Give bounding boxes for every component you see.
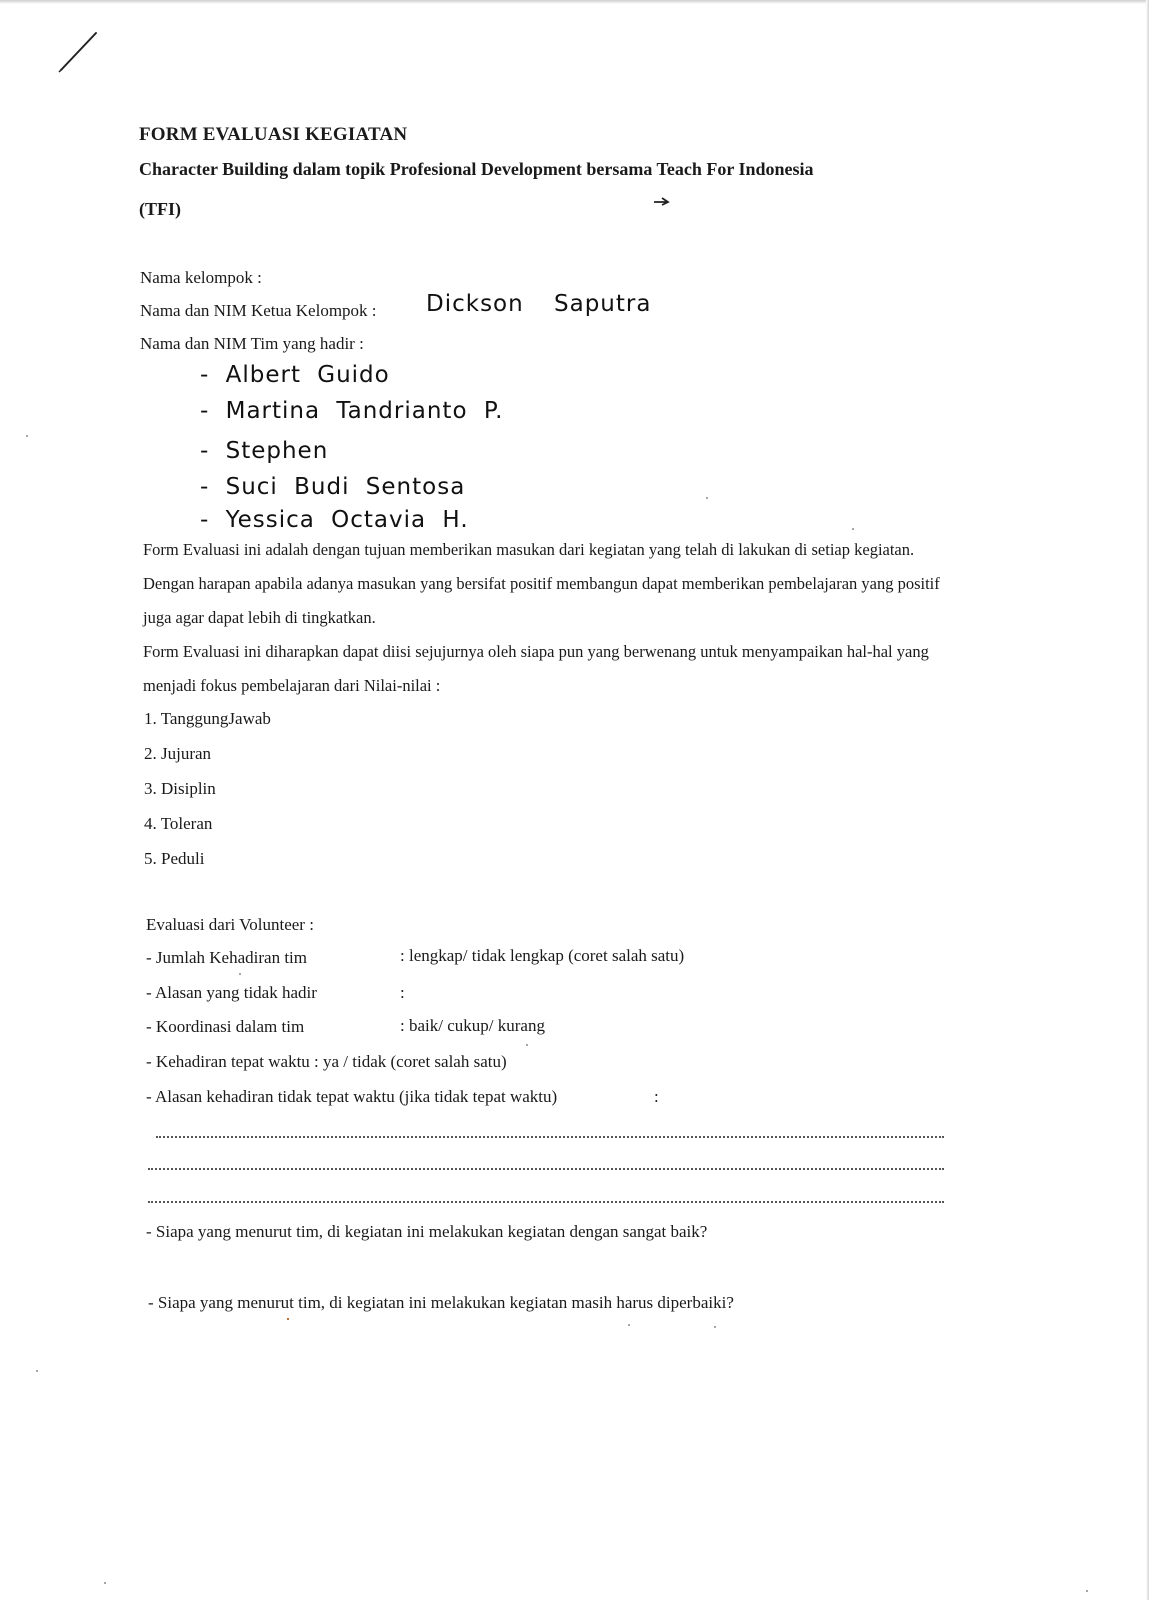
late-reason-colon: : xyxy=(654,1087,659,1106)
answer-dotted-line xyxy=(148,1201,944,1203)
scan-speck xyxy=(526,1044,528,1046)
scan-speck xyxy=(287,1318,289,1320)
coordination-options: : baik/ cukup/ kurang xyxy=(400,1016,545,1035)
evaluation-heading: Evaluasi dari Volunteer : xyxy=(146,915,314,934)
scan-speck xyxy=(628,1324,630,1326)
needs-improvement-question: - Siapa yang menurut tim, di kegiatan ini melakukan kegiatan masih harus diperbaiki? xyxy=(148,1293,734,1312)
scan-speck xyxy=(26,435,28,437)
value-list-item: 1. TanggungJawab xyxy=(144,709,271,728)
arrow-mark-icon xyxy=(652,196,672,208)
value-list-item: 4. Toleran xyxy=(144,814,213,833)
scan-speck xyxy=(852,528,854,530)
scan-speck xyxy=(1086,1590,1088,1592)
coordination-label: - Koordinasi dalam tim xyxy=(146,1017,305,1036)
scan-edge-top xyxy=(0,0,1149,4)
attendance-label: - Jumlah Kehadiran tim xyxy=(146,948,307,967)
intro-paragraph-1: Form Evaluasi ini adalah dengan tujuan memberikan masukan dari kegiatan yang telah di lakukan di setiap kegiatan. Dengan harapan apabila adanya masukan yang bersifat positif membangun dapat memberikan pembelajaran yang positif juga agar dapat lebih di tingkatkan. xyxy=(143,540,940,627)
absence-reason-label: - Alasan yang tidak hadir xyxy=(146,983,317,1002)
value-list-item: 5. Peduli xyxy=(144,849,205,868)
answer-dotted-line xyxy=(148,1168,944,1170)
team-label: Nama dan NIM Tim yang hadir : xyxy=(140,334,364,353)
answer-dotted-line xyxy=(156,1136,944,1138)
scan-speck xyxy=(104,1582,106,1584)
value-list-item: 2. Jujuran xyxy=(144,744,212,763)
attendance-options: : lengkap/ tidak lengkap (coret salah satu) xyxy=(400,946,685,965)
scan-speck xyxy=(36,1370,38,1372)
form-title: FORM EVALUASI KEGIATAN xyxy=(139,124,408,145)
punctuality-question: - Kehadiran tepat waktu : ya / tidak (coret salah satu) xyxy=(146,1052,507,1071)
member-item: - Albert Guido xyxy=(200,362,390,388)
form-subtitle-line1: Character Building dalam topik Profesional Development bersama Teach For Indonesia xyxy=(139,159,814,179)
scan-speck xyxy=(706,497,708,499)
scan-speck xyxy=(239,973,241,975)
absence-reason-colon: : xyxy=(400,983,405,1002)
pen-slash-mark xyxy=(56,30,100,76)
intro-paragraph-2: Form Evaluasi ini diharapkan dapat diisi sejujurnya oleh siapa pun yang berwenang untuk menyampaikan hal-hal yang menjadi fokus pembelajaran dari Nilai-nilai : xyxy=(143,642,929,695)
value-list-item: 3. Disiplin xyxy=(144,779,216,798)
member-item: - Martina Tandrianto P. xyxy=(200,398,504,424)
form-subtitle-line2: (TFI) xyxy=(139,199,181,219)
late-reason-label: - Alasan kehadiran tidak tepat waktu (jika tidak tepat waktu) xyxy=(146,1087,558,1106)
group-name-label: Nama kelompok : xyxy=(140,268,262,287)
scan-speck xyxy=(714,1326,716,1328)
best-performer-question: - Siapa yang menurut tim, di kegiatan ini melakukan kegiatan dengan sangat baik? xyxy=(146,1222,708,1241)
leader-label: Nama dan NIM Ketua Kelompok : xyxy=(140,301,377,320)
leader-value-handwritten: Dickson Saputra xyxy=(426,291,652,317)
member-item: - Suci Budi Sentosa xyxy=(200,474,466,500)
member-item: - Yessica Octavia H. xyxy=(200,507,469,533)
member-item: - Stephen xyxy=(200,438,329,464)
